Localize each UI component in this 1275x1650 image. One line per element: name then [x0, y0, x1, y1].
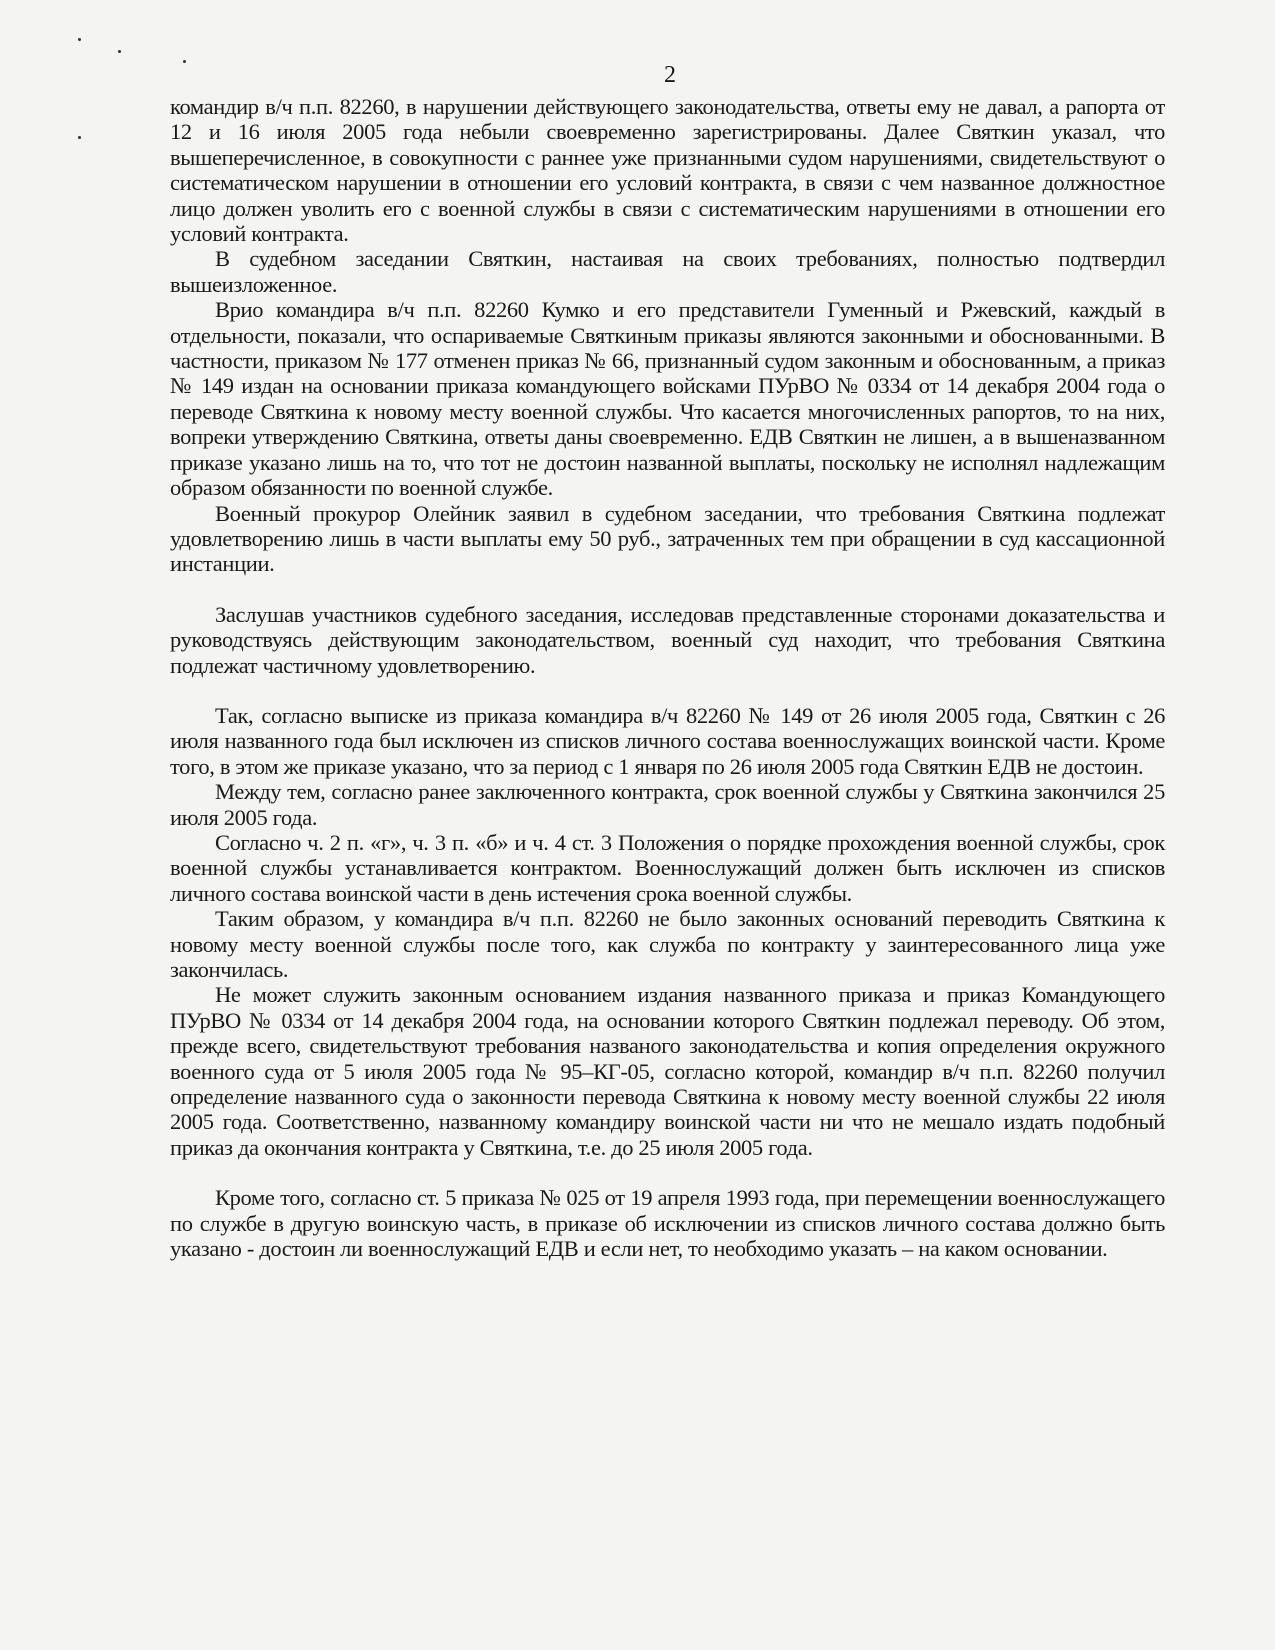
paragraph: командир в/ч п.п. 82260, в нарушении действующего законодательства, ответы ему не давал, а рапорта от 12 и 16 июля 2005 года небыли своевременно зарегистрированы. Далее Святкин указал, что вышеперечисленное, в совокупности с раннее уже признанными судом нарушениями, свидетельствуют о систематическом нарушении в отношении его условий контракта, в связи с чем названное должностное лицо должен уволить его с военной службы в связи с систематическим нарушениями в отношении его условий контракта. [170, 94, 1165, 247]
scan-speck [78, 136, 81, 139]
scan-speck [183, 60, 186, 63]
paragraph: Таким образом, у командира в/ч п.п. 82260 не было законных оснований переводить Святкина к новому месту военной службы после того, как служба по контракту у заинтересованного лица уже закончилась. [170, 906, 1165, 982]
paragraph: Так, согласно выписке из приказа командира в/ч 82260 № 149 от 26 июля 2005 года, Святкин с 26 июля названного года был исключен из списков личного состава военнослужащих воинской части. Кроме того, в этом же приказе указано, что за период с 1 января по 26 июля 2005 года Святкин ЕДВ не достоин. [170, 702, 1165, 779]
paragraph: Согласно ч. 2 п. «г», ч. 3 п. «б» и ч. 4 ст. 3 Положения о порядке прохождения военной службы, срок военной службы устанавливается контрактом. Военнослужащий должен быть исключен из списков личного состава воинской части в день истечения срока военной службы. [170, 829, 1165, 906]
paragraph: Врио командира в/ч п.п. 82260 Кумко и его представители Гуменный и Ржевский, каждый в отдельности, показали, что оспариваемые Святкиным приказы являются законными и обоснованными. В частности, приказом № 177 отменен приказ № 66, признанный судом законным и обоснованным, а приказ № 149 издан на основании приказа командующего войсками ПУрВО № 0334 от 14 декабря 2004 года о переводе Святкина к новому месту военной службы. Что касается многочисленных рапортов, то на них, вопреки утверждению Святкина, ответы даны своевременно. ЕДВ Святкин не лишен, а в вышеназванном приказе указано лишь на то, что тот не достоин названной выплаты, поскольку не исполнял надлежащим образом обязанности по военной службе. [170, 297, 1165, 501]
page-number: 2 [664, 62, 676, 88]
paragraph: Между тем, согласно ранее заключенного контракта, срок военной службы у Святкина закончился 25 июля 2005 года. [170, 779, 1165, 830]
document-body [170, 94, 1165, 1261]
paragraph: Военный прокурор Олейник заявил в судебном заседании, что требования Святкина подлежат удовлетворению лишь в части выплаты ему 50 руб., затраченных тем при обращении в суд кассационной инстанции. [170, 500, 1165, 577]
scan-speck [118, 50, 121, 53]
paragraph: Кроме того, согласно ст. 5 приказа № 025 от 19 апреля 1993 года, при перемещении военнослужащего по службе в другую воинскую часть, в приказе об исключении из списков личного состава должно быть указано - достоин ли военнослужащий ЕДВ и если нет, то необходимо указать – на каком основании. [170, 1185, 1165, 1262]
paragraph: В судебном заседании Святкин, настаивая на своих требованиях, полностью подтвердил вышеизложенное. [170, 246, 1165, 297]
paragraph: Не может служить законным основанием издания названного приказа и приказ Командующего ПУрВО № 0334 от 14 декабря 2004 года, на основании которого Святкин подлежал переводу. Об этом, прежде всего, свидетельствуют требования названого законодательства и копия определения окружного военного суда от 5 июля 2005 года № 95–КГ-05, согласно которой, командир в/ч п.п. 82260 получил определение названного суда о законности перевода Святкина к новому месту военной службы 22 июля 2005 года. Соответственно, названному командиру воинской части ни что не мешало издать подобный приказ да окончания контракта у Святкина, т.е. до 25 июля 2005 года. [170, 982, 1165, 1160]
paragraph: Заслушав участников судебного заседания, исследовав представленные сторонами доказательства и руководствуясь действующим законодательством, военный суд находит, что требования Святкина подлежат частичному удовлетворению. [170, 601, 1165, 678]
scan-speck [78, 38, 81, 41]
